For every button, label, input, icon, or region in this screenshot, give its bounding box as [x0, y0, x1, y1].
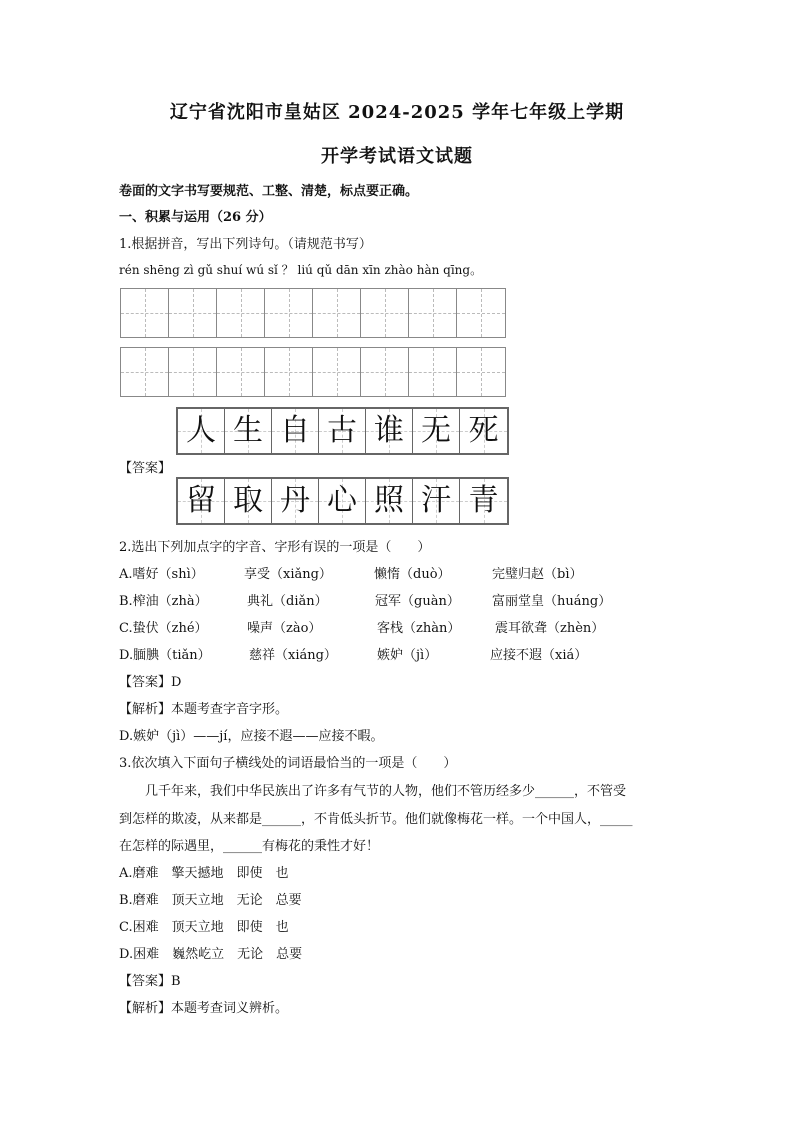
answer-char-cell: 取: [225, 479, 272, 523]
q2-option-text: 震耳欲聋（zhèn）: [495, 621, 605, 636]
answer-char-cell: 古: [319, 409, 366, 453]
section-heading: 一、积累与运用（26 分）: [119, 210, 272, 225]
writing-cell[interactable]: [217, 289, 265, 337]
q3-option-c: C.困难 顶天立地 即使 也: [119, 920, 289, 935]
writing-cell[interactable]: [313, 348, 361, 396]
writing-cell[interactable]: [457, 289, 505, 337]
q3-option-b: B.磨难 顶天立地 无论 总要: [119, 893, 302, 908]
q2-option-text: D.腼腆（tiǎn）: [119, 648, 211, 663]
answer-char-cell: 人: [178, 409, 225, 453]
q2-option-text: 嫉妒（jì）: [377, 648, 438, 663]
answer-char-cell: 心: [319, 479, 366, 523]
answer-char-cell: 汗: [413, 479, 460, 523]
writing-cell[interactable]: [361, 348, 409, 396]
q2-option-text: 懒惰（duò）: [374, 567, 451, 582]
q2-option-text: 冠军（guàn）: [375, 594, 460, 609]
notice-text: 卷面的文字书写要规范、工整、清楚，标点要正确。: [119, 184, 419, 199]
q2-analysis-detail: D.嫉妒（jì）——jí，应接不遐——应接不暇。: [119, 729, 384, 744]
writing-grid-row-1: [120, 288, 506, 338]
answer-char-cell: 照: [366, 479, 413, 523]
q2-option-text: 客栈（zhàn）: [377, 621, 461, 636]
q2-option-text: 典礼（diǎn）: [247, 594, 328, 609]
answer-char-cell: 自: [272, 409, 319, 453]
answer-char-cell: 留: [178, 479, 225, 523]
answer-char-cell: 青: [460, 479, 507, 523]
writing-cell[interactable]: [169, 348, 217, 396]
q3-passage-line-2: 到怎样的欺凌，从来都是______，不肯低头折节。他们就像梅花一样。一个中国人，_____: [119, 812, 633, 827]
writing-cell[interactable]: [361, 289, 409, 337]
title-line-1: 辽宁省沈阳市皇姑区 2024-2025 学年七年级上学期: [169, 102, 625, 123]
q2-option-text: 完璧归赵（bì）: [492, 567, 583, 582]
q3-stem: 3.依次填入下面句子横线处的词语最恰当的一项是（ ）: [119, 756, 457, 771]
title-line-2: 开学考试语文试题: [321, 146, 473, 167]
writing-cell[interactable]: [169, 289, 217, 337]
q1-stem: 1.根据拼音，写出下列诗句。（请规范书写）: [119, 237, 372, 252]
q2-analysis: 【解析】本题考查字音字形。: [119, 702, 289, 717]
writing-cell[interactable]: [265, 289, 313, 337]
writing-cell[interactable]: [121, 348, 169, 396]
q3-answer: 【答案】B: [119, 974, 181, 989]
q3-passage-line-1: 几千年来，我们中华民族出了许多有气节的人物，他们不管历经多少______，不管受: [145, 784, 627, 799]
q3-option-d: D.困难 巍然屹立 无论 总要: [119, 947, 303, 962]
q1-pinyin: rén shēng zì gǔ shuí wú sǐ ？ liú qǔ dān xīn zhào hàn qīng。: [119, 263, 483, 277]
q2-option-text: 享受（xiǎng）: [244, 567, 332, 582]
q1-answer-row-2: [176, 477, 509, 525]
answer-char-cell: 死: [460, 409, 507, 453]
q3-option-a: A.磨难 擎天撼地 即使 也: [119, 866, 289, 881]
writing-grid-row-2: [120, 347, 506, 397]
q2-option-text: A.嗜好（shì）: [119, 567, 204, 582]
q3-analysis: 【解析】本题考查词义辨析。: [119, 1001, 289, 1016]
writing-cell[interactable]: [265, 348, 313, 396]
writing-cell[interactable]: [457, 348, 505, 396]
q1-answer-label: 【答案】: [119, 461, 172, 476]
q2-option-text: 富丽堂皇（huáng）: [492, 594, 612, 609]
writing-cell[interactable]: [217, 348, 265, 396]
writing-cell[interactable]: [313, 289, 361, 337]
q2-option-text: 慈祥（xiáng）: [249, 648, 337, 663]
q2-option-text: 噪声（zào）: [247, 621, 322, 636]
answer-char-cell: 丹: [272, 479, 319, 523]
answer-char-cell: 无: [413, 409, 460, 453]
writing-cell[interactable]: [121, 289, 169, 337]
q2-stem: 2.选出下列加点字的字音、字形有误的一项是（ ）: [119, 540, 431, 555]
q3-passage-line-3: 在怎样的际遇里，______有梅花的秉性才好！: [119, 839, 380, 854]
q2-option-text: 应接不遐（xiá）: [490, 648, 588, 663]
q2-option-text: C.蛰伏（zhé）: [119, 621, 208, 636]
q2-option-text: B.榨油（zhà）: [119, 594, 208, 609]
answer-char-cell: 生: [225, 409, 272, 453]
answer-char-cell: 谁: [366, 409, 413, 453]
q2-answer: 【答案】D: [119, 675, 182, 690]
writing-cell[interactable]: [409, 348, 457, 396]
q1-answer-row-1: [176, 407, 509, 455]
writing-cell[interactable]: [409, 289, 457, 337]
